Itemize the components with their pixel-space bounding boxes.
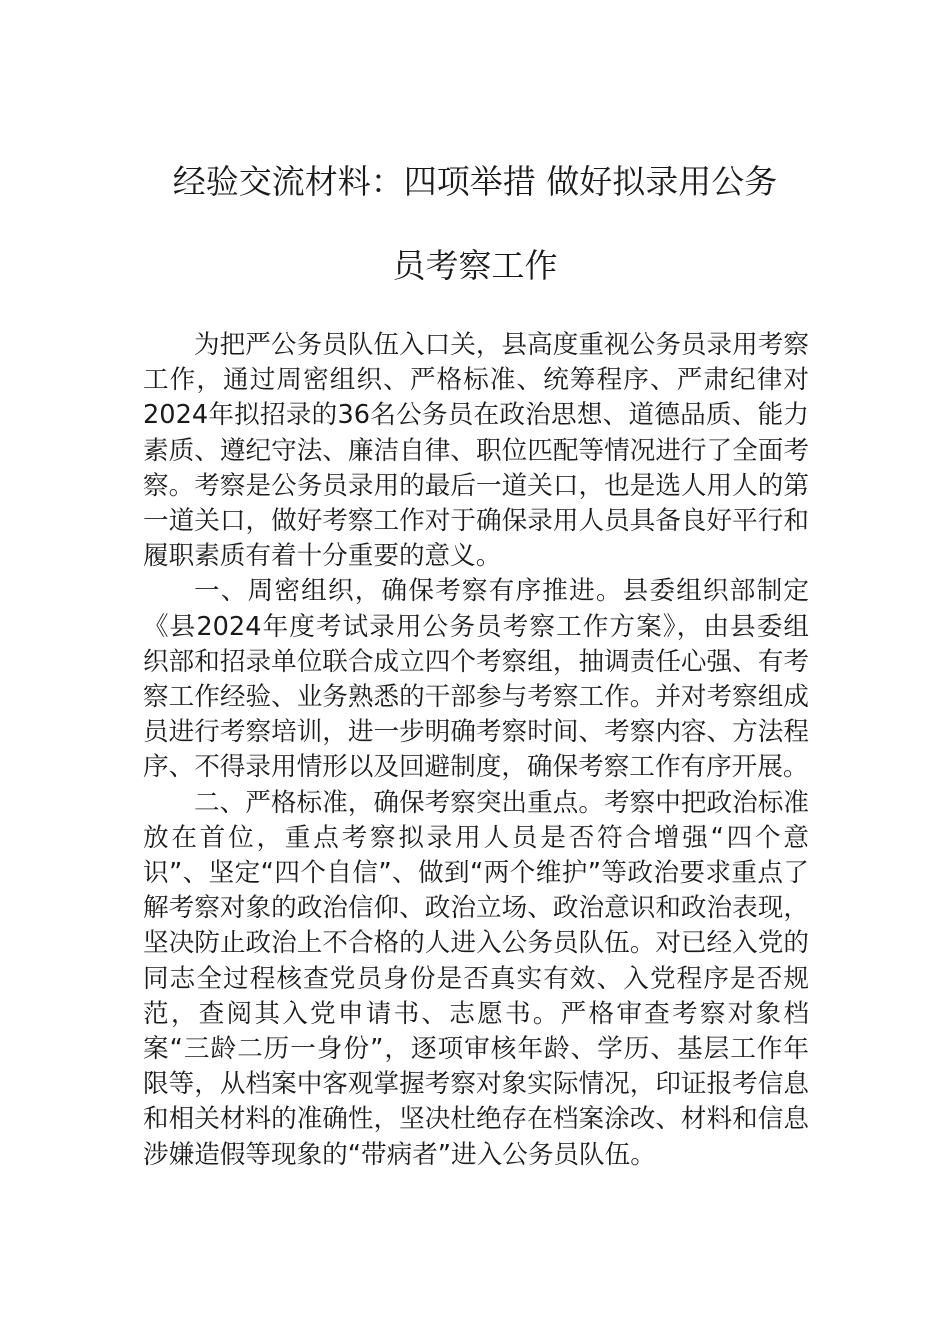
paragraph-intro: 为把严公务员队伍入口关，县高度重视公务员录用考察工作，通过周密组织、严格标准、统筹程序、严肃纪律对2024年拟招录的36名公务员在政治思想、道德品质、能力素质、遵纪守法、廉洁自律、职位匹配等情况进行了全面考察。考察是公务员录用的最后一道关口，也是选人用人的第一道关口，做好考察工作对于确保录用人员具备良好平行和履职素质有着十分重要的意义。 xyxy=(143,330,809,572)
title-line-2: 员考察工作 xyxy=(392,246,558,285)
document-title xyxy=(120,160,830,328)
paragraph-section-2: 二、严格标准，确保考察突出重点。考察中把政治标准放在首位，重点考察拟录用人员是否符合增强“四个意识”、坚定“四个自信”、做到“两个维护”等政治要求重点了解考察对象的政治信仰、政治立场、政治意识和政治表现，坚决防止政治上不合格的人进入公务员队伍。对已经入党的同志全过程核查党员身份是否真实有效、入党程序是否规范，查阅其入党申请书、志愿书。严格审查考察对象档案“三龄二历一身份”，逐项审核年龄、学历、基层工作年限等，从档案中客观掌握考察对象实际情况，印证报考信息和相关材料的准确性，坚决杜绝存在档案涂改、材料和信息涉嫌造假等现象的“带病者”进入公务员队伍。 xyxy=(143,787,809,1170)
paragraph-section-1: 一、周密组织，确保考察有序推进。县委组织部制定《县2024年度考试录用公务员考察工作方案》，由县委组织部和招录单位联合成立四个考察组，抽调责任心强、有考察工作经验、业务熟悉的干部参与考察工作。并对考察组成员进行考察培训，进一步明确考察时间、考察内容、方法程序、不得录用情形以及回避制度，确保考察工作有序开展。 xyxy=(143,576,809,783)
document-body xyxy=(143,328,809,1173)
title-line-1: 经验交流材料：四项举措 做好拟录用公务 xyxy=(172,162,778,201)
